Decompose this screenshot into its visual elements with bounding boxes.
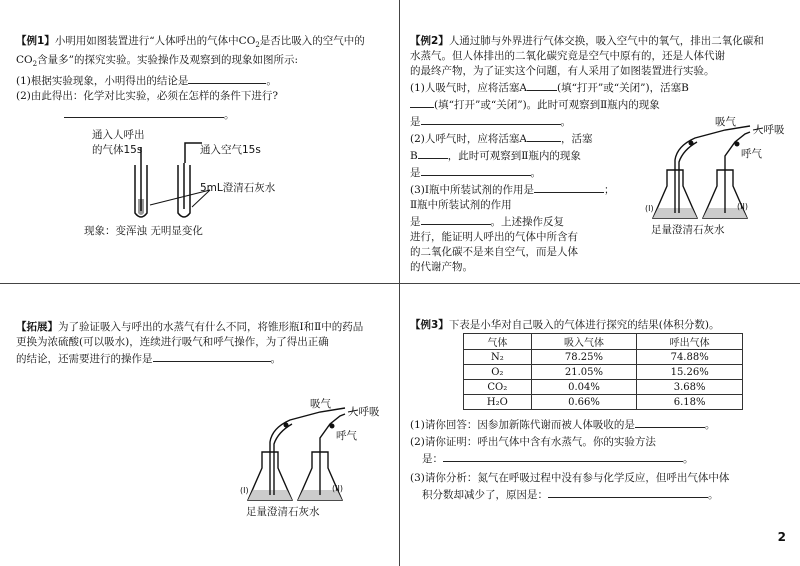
table-row (464, 395, 743, 410)
table-cell: 0.04% (531, 380, 637, 395)
answer-blank[interactable] (410, 96, 434, 108)
example-2-question-3-cont: 的代谢产物。 (410, 261, 473, 273)
answer-blank[interactable] (548, 486, 708, 498)
flask-I-label: (I) (240, 486, 249, 495)
answer-blank[interactable] (534, 181, 604, 193)
fig-exhale-label: 呼气 (336, 430, 357, 442)
example-2-intro-line: 的最终产物，为了证实这个问题，有人采用了如图装置进行实验。 (410, 65, 715, 77)
table-cell: O₂ (464, 365, 532, 380)
extension-line: 的结论，还需要进行的操作是 (16, 353, 153, 365)
table-row (464, 380, 743, 395)
table-cell: H₂O (464, 395, 532, 410)
answer-blank[interactable] (527, 79, 557, 91)
example-2-intro-line: 水蒸气。但人体排出的二氧化碳究竟是空气中原有的，还是人体代谢 (410, 50, 725, 62)
table-cell: 78.25% (531, 350, 637, 365)
example-2-question-2-cont: B (410, 150, 418, 162)
table-cell: 21.05% (531, 365, 637, 380)
example-3-question-3-cont: 积分数却减少了，原因是： (422, 489, 548, 501)
example-3-question-2-cont: 是： (422, 453, 443, 465)
fig-air-label: 通入空气15s (200, 144, 261, 156)
table-header-row (464, 334, 743, 350)
example-1-question-1: (1)根据实验现象，小明得出的结论是 (16, 75, 189, 88)
answer-blank[interactable] (188, 72, 266, 84)
example-2-question-3-cont: 的二氧化碳不是来自空气，而是人体 (410, 246, 578, 258)
example-3-question-2: (2)请你证明：呼出气体中含有水蒸气。你的实验方法 (410, 436, 656, 448)
example-2-panel: 【例2】人通过肺与外界进行气体交换，吸入空气中的氧气，排出二氧化碳和 水蒸气。但人体排出的二氧化碳究竟是空气中原有的，还是人体代谢 的最终产物，为了证实这个问题，有人采用了如图装置进行实验。 (1)人吸气时，应将活塞A (填“打开”或“关闭”)，活塞B (填“打开”或“关闭”)。此时可观察到Ⅱ瓶内的现象 是 。 (2)人呼气时，应将活塞A ，活塞 B ，此时可观察到Ⅱ瓶内的现象 是 。 (3)Ⅰ瓶中所装试剂的作用是 ； Ⅱ瓶中所装试剂的作用 是 。上述操作反复 进行，能证明人呼出的气体中所含有 的二氧化碳不是来自空气，而是人体 的代谢产物。 (410, 35, 764, 273)
example-2-question-3-cont: 。上述操作反复 (490, 216, 564, 228)
page-number: 2 (777, 530, 786, 544)
example-3-intro: 下表是小华对自己吸入的气体进行探究的结果(体积分数)。 (448, 319, 720, 331)
example-1-tag: 【例1】 (16, 35, 55, 47)
flask-apparatus-figure (645, 118, 795, 243)
example-2-question-3-cont: Ⅱ瓶中所装试剂的作用 (410, 199, 512, 211)
fig-inhale-label: 吸气 (310, 398, 331, 410)
example-2-question-2-cont: ，此时可观察到Ⅱ瓶内的现象 (447, 150, 581, 162)
table-header-cell: 吸入气体 (531, 334, 637, 350)
fig-inhale-label: 吸气 (715, 116, 736, 128)
flask-caption: 足量澄清石灰水 (651, 224, 725, 236)
table-cell: 15.26% (637, 365, 743, 380)
table-header-cell: 呼出气体 (637, 334, 743, 350)
co2-subscript: 2 (255, 41, 260, 50)
flask-II-label: (II) (332, 484, 343, 493)
example-3-question-1: (1)请你回答：因参加新陈代谢而被人体吸收的是 (410, 419, 635, 431)
example-2-question-1: (1)人吸气时，应将活塞A (410, 82, 527, 94)
answer-blank[interactable] (527, 130, 561, 142)
table-cell: 6.18% (637, 395, 743, 410)
answer-blank[interactable] (153, 350, 271, 362)
example-1-line1a: 小明用如图装置进行“人体呼出的气体中CO (54, 35, 256, 47)
example-2-question-3-cont: 进行，能证明人呼出的气体中所含有 (410, 231, 578, 243)
answer-blank[interactable] (421, 164, 531, 176)
fig-exhale-label: 呼气 (741, 148, 762, 160)
example-2-question-1-cont: (填“打开”或“关闭”)。此时可观察到Ⅱ瓶内的现象 (434, 99, 660, 111)
example-3-question-3: (3)请你分析：氮气在呼吸过程中没有参与化学反应，但呼出气体中体 (410, 472, 730, 484)
answer-blank[interactable] (421, 213, 491, 225)
answer-blank[interactable] (418, 147, 448, 159)
example-3-panel (410, 318, 790, 333)
flask-apparatus-figure-2 (240, 400, 390, 525)
table-cell: 74.88% (637, 350, 743, 365)
example-3-questions: (1)请你回答：因参加新陈代谢而被人体吸收的是 。 (2)请你证明：呼出气体中含有水蒸气。你的实验方法 是： 。 (3)请你分析：氮气在呼吸过程中没有参与化学反应，但呼出气体中体 积分数却减少了，原因是： 。 (410, 416, 790, 503)
table-cell: N₂ (464, 350, 532, 365)
example-2-question-3: (3)Ⅰ瓶中所装试剂的作用是 (410, 184, 535, 196)
answer-blank[interactable] (421, 113, 561, 125)
flask-I-label: (I) (645, 204, 654, 213)
table-row (464, 365, 743, 380)
example-1-line2a: CO (16, 54, 33, 67)
test-tube-figure (80, 125, 340, 240)
table-cell: CO₂ (464, 380, 532, 395)
extension-tag: 【拓展】 (16, 321, 58, 333)
extension-line: 为了验证吸入与呼出的水蒸气有什么不同，将锥形瓶Ⅰ和Ⅱ中的药品 (58, 321, 364, 333)
co2-subscript: 2 (32, 60, 38, 69)
fig-exhale-label-1: 通入人呼出 (92, 129, 145, 141)
table-header-cell: 气体 (464, 334, 532, 350)
answer-blank[interactable] (443, 450, 683, 462)
flask-II-label: (II) (737, 202, 748, 211)
fig-exhale-label-2: 的气体15s (92, 144, 143, 156)
example-3-tag: 【例3】 (410, 319, 449, 331)
example-2-question-1-cont: (填“打开”或“关闭”)，活塞B (556, 82, 689, 94)
extension-panel: 【拓展】为了验证吸入与呼出的水蒸气有什么不同，将锥形瓶Ⅰ和Ⅱ中的药品 更换为浓硫酸(可以吸水)，连续进行吸气和呼气操作，为了得出正确 的结论，还需要进行的操作是 。 (16, 321, 364, 365)
example-1-line2b: 含量多”的探究实验。实验操作及观察到的现象如图所示: (37, 54, 299, 67)
fig-person-label: 人呼吸 (348, 406, 380, 418)
example-2-intro-line: 人通过肺与外界进行气体交换，吸入空气中的氧气，排出二氧化碳和 (448, 35, 764, 47)
table-row (464, 350, 743, 365)
divider-horizontal (0, 283, 800, 284)
example-1-question-2: (2)由此得出：化学对比实验，必须在怎样的条件下进行? (16, 90, 279, 103)
example-2-question-3-cont: 是 (410, 216, 421, 228)
fig-limewater-label: 5mL澄清石灰水 (200, 182, 276, 194)
fig-result-label: 现象：变浑浊 无明显变化 (84, 225, 203, 237)
extension-line: 更换为浓硫酸(可以吸水)，连续进行吸气和呼气操作，为了得出正确 (16, 336, 329, 348)
gas-composition-table (463, 333, 743, 410)
example-1-panel: 【例1】小明用如图装置进行“人体呼出的气体中$CO_2$是否比吸入的空气中的 $CO_2$含量多”的探究实验。实验操作及观察到的现象如图所示: (1)根据实验现象，小明得出的结论是 。 (2)由此得出：化学对比实验，必须在怎样的条件下进行? 。 (16, 35, 365, 122)
example-2-tag: 【例2】 (410, 35, 449, 47)
example-2-question-2-cont: ，活塞 (560, 133, 593, 145)
answer-blank[interactable] (64, 106, 224, 118)
example-1-line1b: 是否比吸入的空气中的 (259, 35, 365, 47)
table-cell: 0.66% (531, 395, 637, 410)
example-2-question-1-cont: 是 (410, 116, 421, 128)
example-2-question-2-cont: 是 (410, 167, 421, 179)
fig-person-label: 人呼吸 (753, 124, 785, 136)
example-2-question-2: (2)人呼气时，应将活塞A (410, 133, 527, 145)
table-cell: 3.68% (637, 380, 743, 395)
flask-caption: 足量澄清石灰水 (246, 506, 320, 518)
answer-blank[interactable] (635, 416, 705, 428)
